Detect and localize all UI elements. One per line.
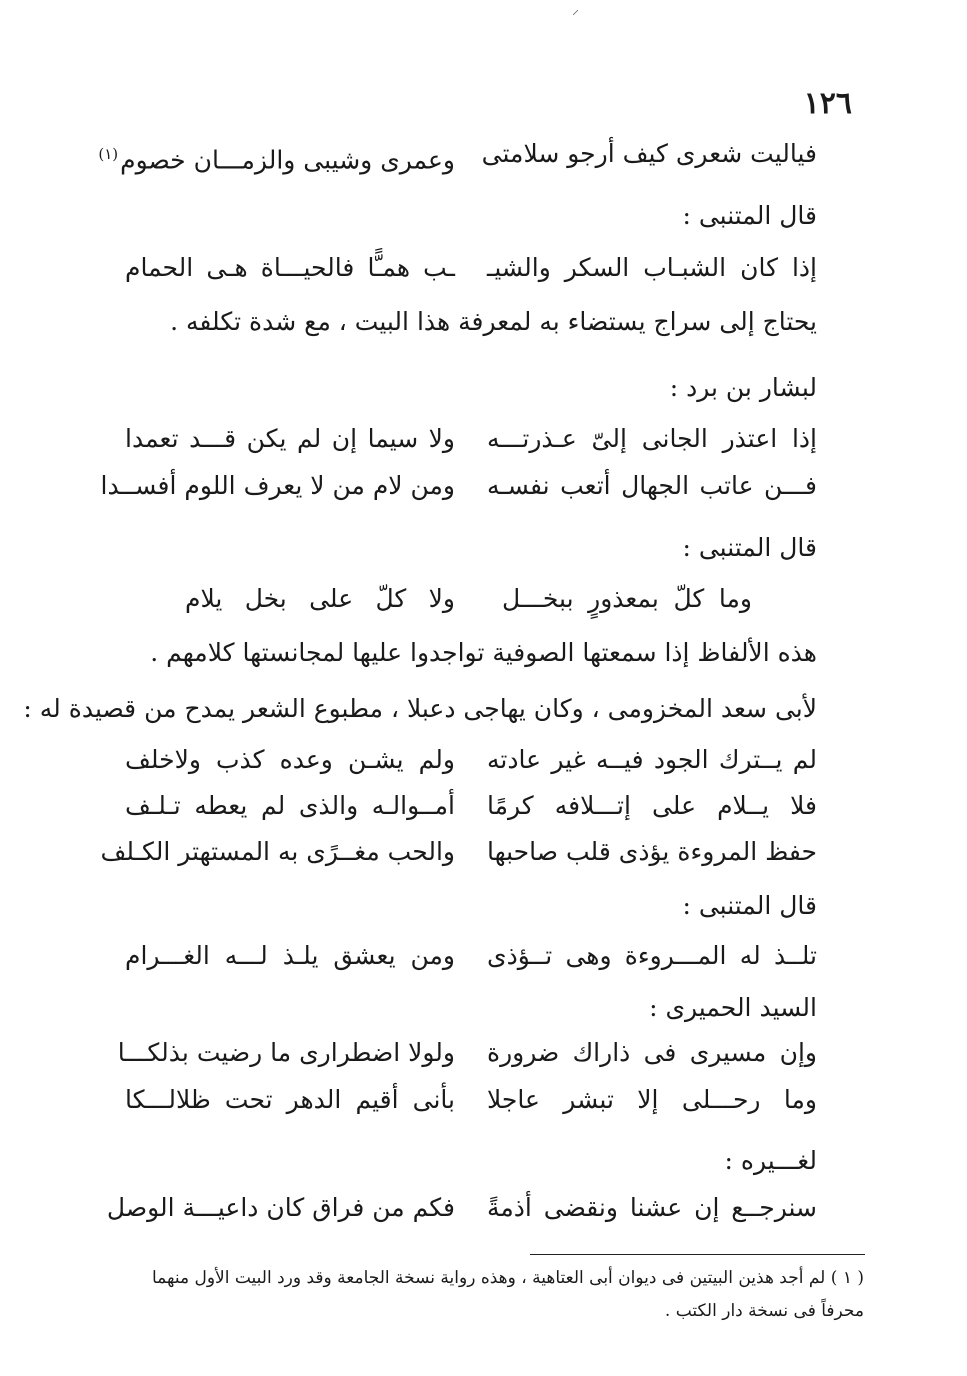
verse-second-hemistich: ولولا اضطرارى ما رضيت بذلكـــا <box>117 1038 455 1067</box>
verse-second-hemistich: فكم من فراق كان داعيـــة الوصل <box>106 1193 455 1222</box>
verse-line <box>125 252 817 284</box>
verse-line <box>125 790 817 822</box>
footnote-line: ( ١ ) لم أجد هذين البيتين فى ديوان أبى العتاهية ، وهذه رواية نسخة الجامعة وقد ورد البيت الأول منهما <box>151 1268 864 1288</box>
verse-line <box>125 1084 817 1116</box>
verse-line <box>100 470 817 502</box>
verse-line <box>125 423 817 455</box>
verse-first-hemistich: فـــن عاتب الجهال أتعب نفسـه <box>487 471 817 500</box>
verse-second-hemistich: والحب مغــرًى به المستهتر الكـلف <box>100 837 455 866</box>
verse-second-hemistich: ولا سيما إن لم يكن قـــد تعمدا <box>125 424 455 453</box>
verse-line <box>185 583 752 615</box>
verse-line <box>100 836 817 868</box>
verse-second-hemistich: أمــوالـه والذى لم يعطه تـلـف <box>125 791 455 820</box>
prose-line: لأبى سعد المخزومى ، وكان يهاجى دعبلا ، مطبوع الشعر يمدح من قصيدة له : <box>23 694 817 723</box>
verse-first-hemistich: وإن مسيرى فى ذاراك ضرورة <box>487 1038 817 1067</box>
verse-second-hemistich: ولم يشـن وعده كذب ولاخلف <box>125 745 455 774</box>
footnote-divider <box>530 1254 865 1255</box>
section-heading: السيد الحميرى : <box>649 993 817 1022</box>
section-heading: قال المتنبى : <box>682 891 817 920</box>
verse-line <box>106 1192 817 1224</box>
section-heading: لغـــيره : <box>724 1146 817 1175</box>
verse-line <box>125 744 817 776</box>
verse-first-hemistich: فياليت شعرى كيف أرجو سلامتى <box>481 139 817 168</box>
prose-line: هذه الألفاظ إذا سمعتها الصوفية تواجدوا عليها لمجانستها كلامهم . <box>150 638 817 667</box>
verse-second-hemistich: ومن لام من لا يعرف اللوم أفســدا <box>100 471 455 500</box>
scan-speck: ⸝ <box>572 2 579 18</box>
verse-second-hemistich: ولا كلّ على بخل يلام <box>185 584 455 613</box>
verse-second-hemistich <box>98 138 455 176</box>
verse-first-hemistich: وما كلّ بمعذورٍ ببخـــل <box>502 584 752 613</box>
section-heading: قال المتنبى : <box>682 201 817 230</box>
verse-first-hemistich: لم يــترك الجود فيــه غير عادته <box>487 745 817 774</box>
verse-first-hemistich: حفظ المروءة يؤذى قلب صاحبها <box>487 837 817 866</box>
verse-first-hemistich: إذا كان الشبـاب السكر والشيـ <box>487 253 817 282</box>
verse-first-hemistich: وما رحـــلى إلا تبشر عاجلا <box>487 1085 817 1114</box>
section-heading: لبشار بن برد : <box>669 373 817 402</box>
verse-first-hemistich: سنرجــع إن عشنا ونقضى أذمةً <box>487 1193 817 1222</box>
verse-second-hemistich: بأنى أقيم الدهر تحت ظلالـــكا <box>125 1085 455 1114</box>
section-heading: قال المتنبى : <box>682 533 817 562</box>
verse-line <box>125 940 817 972</box>
verse-first-hemistich: فلا يــلام على إتـــلافه كرمًا <box>487 791 817 820</box>
footnote-reference: (١) <box>98 145 119 163</box>
page-number: ١٢٦ <box>803 86 852 121</box>
verse-second-text: وعمرى وشيبى والزمـــان خصوم <box>120 145 455 175</box>
verse-second-hemistich: ـب همـًّا فالحيـــاة هـى الحمام <box>125 253 455 282</box>
verse-first-hemistich: تلــذ له المـــروءة وهى تــؤذى <box>487 941 817 970</box>
verse-first-hemistich: إذا اعتذر الجانى إلىّ عـذرتـــه <box>487 424 817 453</box>
verse-line <box>117 1037 817 1069</box>
verse-second-hemistich: ومن يعشق يلـذ لـــه الغـــرام <box>125 941 455 970</box>
verse-line <box>98 138 817 176</box>
prose-line: يحتاج إلى سراج يستضاء به لمعرفة هذا البيت ، مع شدة تكلفه . <box>170 307 817 336</box>
footnote-line: محرفاً فى نسخة دار الكتب . <box>664 1301 864 1321</box>
